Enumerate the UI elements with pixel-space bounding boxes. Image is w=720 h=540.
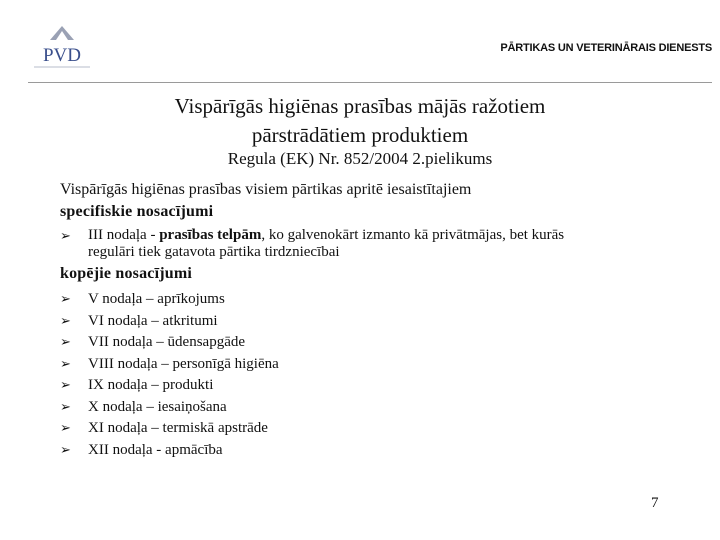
list-item-text: IX nodaļa – produkti bbox=[88, 377, 214, 393]
common-heading: kopējie nosacījumi bbox=[60, 265, 193, 282]
list-item-text: VIII nodaļa – personīgā higiēna bbox=[88, 356, 279, 372]
arrow-bullet-icon: ➢ bbox=[60, 377, 71, 392]
page-title bbox=[0, 92, 720, 150]
pvd-logo bbox=[30, 26, 94, 72]
list-item-text: XI nodaļa – termiskā apstrāde bbox=[88, 420, 268, 436]
intro-text: Vispārīgās higiēnas prasības visiem pārtikas apritē iesaistītajiem bbox=[60, 181, 472, 198]
item-rest: , ko galvenokārt izmanto kā privātmājas, bet kurās bbox=[261, 227, 565, 243]
logo-text: PVD bbox=[42, 45, 82, 66]
arrow-bullet-icon: ➢ bbox=[60, 356, 71, 371]
title-line-1: Vispārīgās higiēnas prasības mājās ražotiem bbox=[174, 94, 546, 118]
arrow-bullet-icon: ➢ bbox=[60, 442, 71, 457]
page-number: 7 bbox=[651, 495, 659, 511]
header-divider bbox=[28, 82, 712, 83]
item-bold-term: prasības telpām bbox=[159, 227, 262, 243]
list-item-text: V nodaļa – aprīkojums bbox=[88, 291, 225, 307]
arrow-bullet-icon: ➢ bbox=[60, 334, 71, 349]
specific-item-text bbox=[88, 227, 564, 261]
arrow-bullet-icon: ➢ bbox=[60, 420, 71, 435]
arrow-bullet-icon: ➢ bbox=[60, 291, 71, 306]
list-item-text: VI nodaļa – atkritumi bbox=[88, 313, 218, 329]
list-item-text: XII nodaļa - apmācība bbox=[88, 442, 223, 458]
title-line-2: pārstrādātiem produktiem bbox=[251, 123, 469, 147]
arrow-bullet-icon: ➢ bbox=[60, 399, 71, 414]
agency-name: PĀRTIKAS UN VETERINĀRAIS DIENESTS bbox=[500, 42, 712, 54]
item-line-2: regulāri tiek gatavota pārtika tirdzniecībai bbox=[88, 244, 340, 260]
item-prefix: III nodaļa - bbox=[88, 227, 160, 243]
page-subtitle: Regula (EK) Nr. 852/2004 2.pielikums bbox=[227, 149, 493, 168]
specific-heading: specifiskie nosacījumi bbox=[60, 203, 214, 220]
list-item-text: VII nodaļa – ūdensapgāde bbox=[88, 334, 246, 350]
arrow-bullet-icon: ➢ bbox=[60, 228, 71, 243]
arrow-bullet-icon: ➢ bbox=[60, 313, 71, 328]
list-item-text: X nodaļa – iesaiņošana bbox=[88, 399, 227, 415]
